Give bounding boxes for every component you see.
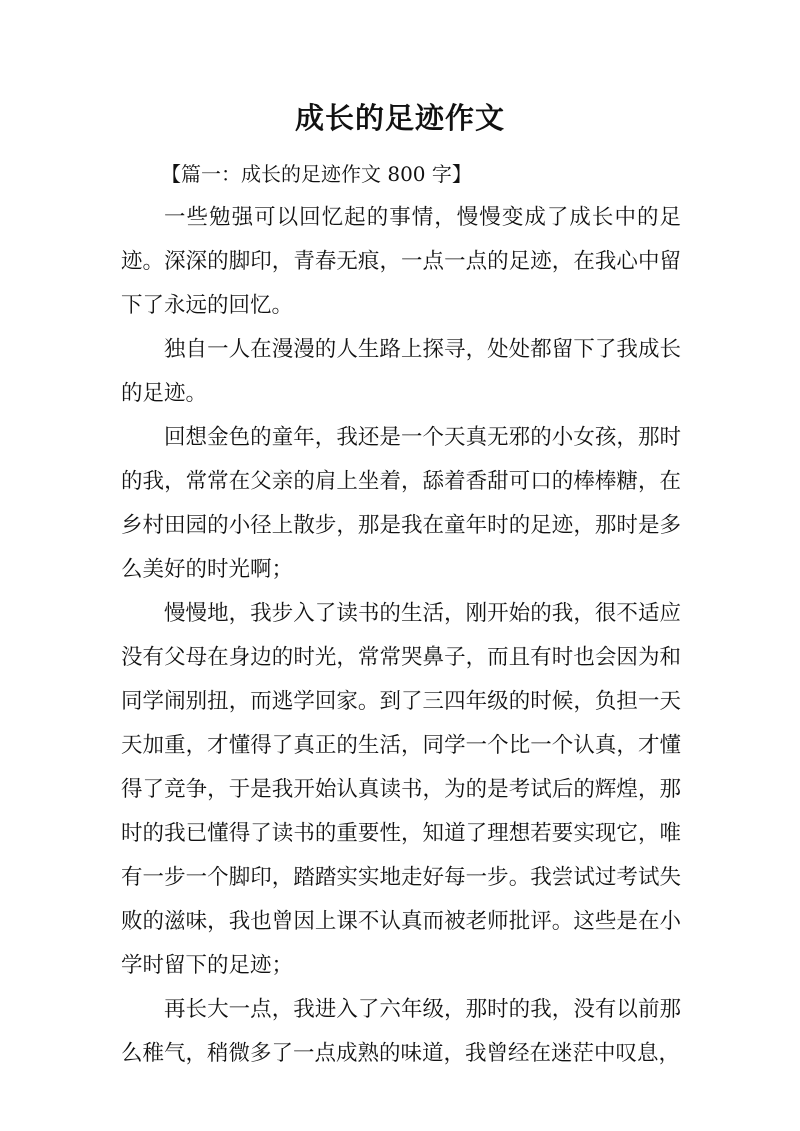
document-title: 成长的足迹作文 [294, 101, 505, 135]
paragraph-5: 再长大一点，我进入了六年级，那时的我，没有以前那么稚气，稍微多了一点成熟的味道，我曾经在迷茫中叹息， [121, 997, 681, 1066]
paragraph-3: 回想金色的童年，我还是一个天真无邪的小女孩，那时的我，常常在父亲的肩上坐着，舔着香甜可口的棒棒糖，在乡村田园的小径上散步，那是我在童年时的足迹，那时是多么美好的时光啊； [121, 425, 681, 582]
paragraph-1: 一些勉强可以回忆起的事情，慢慢变成了成长中的足迹。深深的脚印，青春无痕，一点一点的足迹，在我心中留下了永远的回忆。 [121, 205, 681, 318]
document-body [121, 152, 681, 1076]
paragraph-4: 慢慢地，我步入了读书的生活，刚开始的我，很不适应没有父母在身边的时光，常常哭鼻子，而且有时也会因为和同学闹别扭，而逃学回家。到了三四年级的时候，负担一天天加重，才懂得了真正的生活，同学一个比一个认真，才懂得了竞争，于是我开始认真读书，为的是考试后的辉煌，那时的我已懂得了读书的重要性，知道了理想若要实现它，唯有一步一个脚印，踏踏实实地走好每一步。我尝试过考试失败的滋味，我也曾因上课不认真而被老师批评。这些是在小学时留下的足迹； [121, 601, 681, 978]
section-heading: 【篇一：成长的足迹作文 800 字】 [161, 162, 472, 186]
paragraph-2: 独自一人在漫漫的人生路上探寻，处处都留下了我成长的足迹。 [121, 337, 681, 406]
